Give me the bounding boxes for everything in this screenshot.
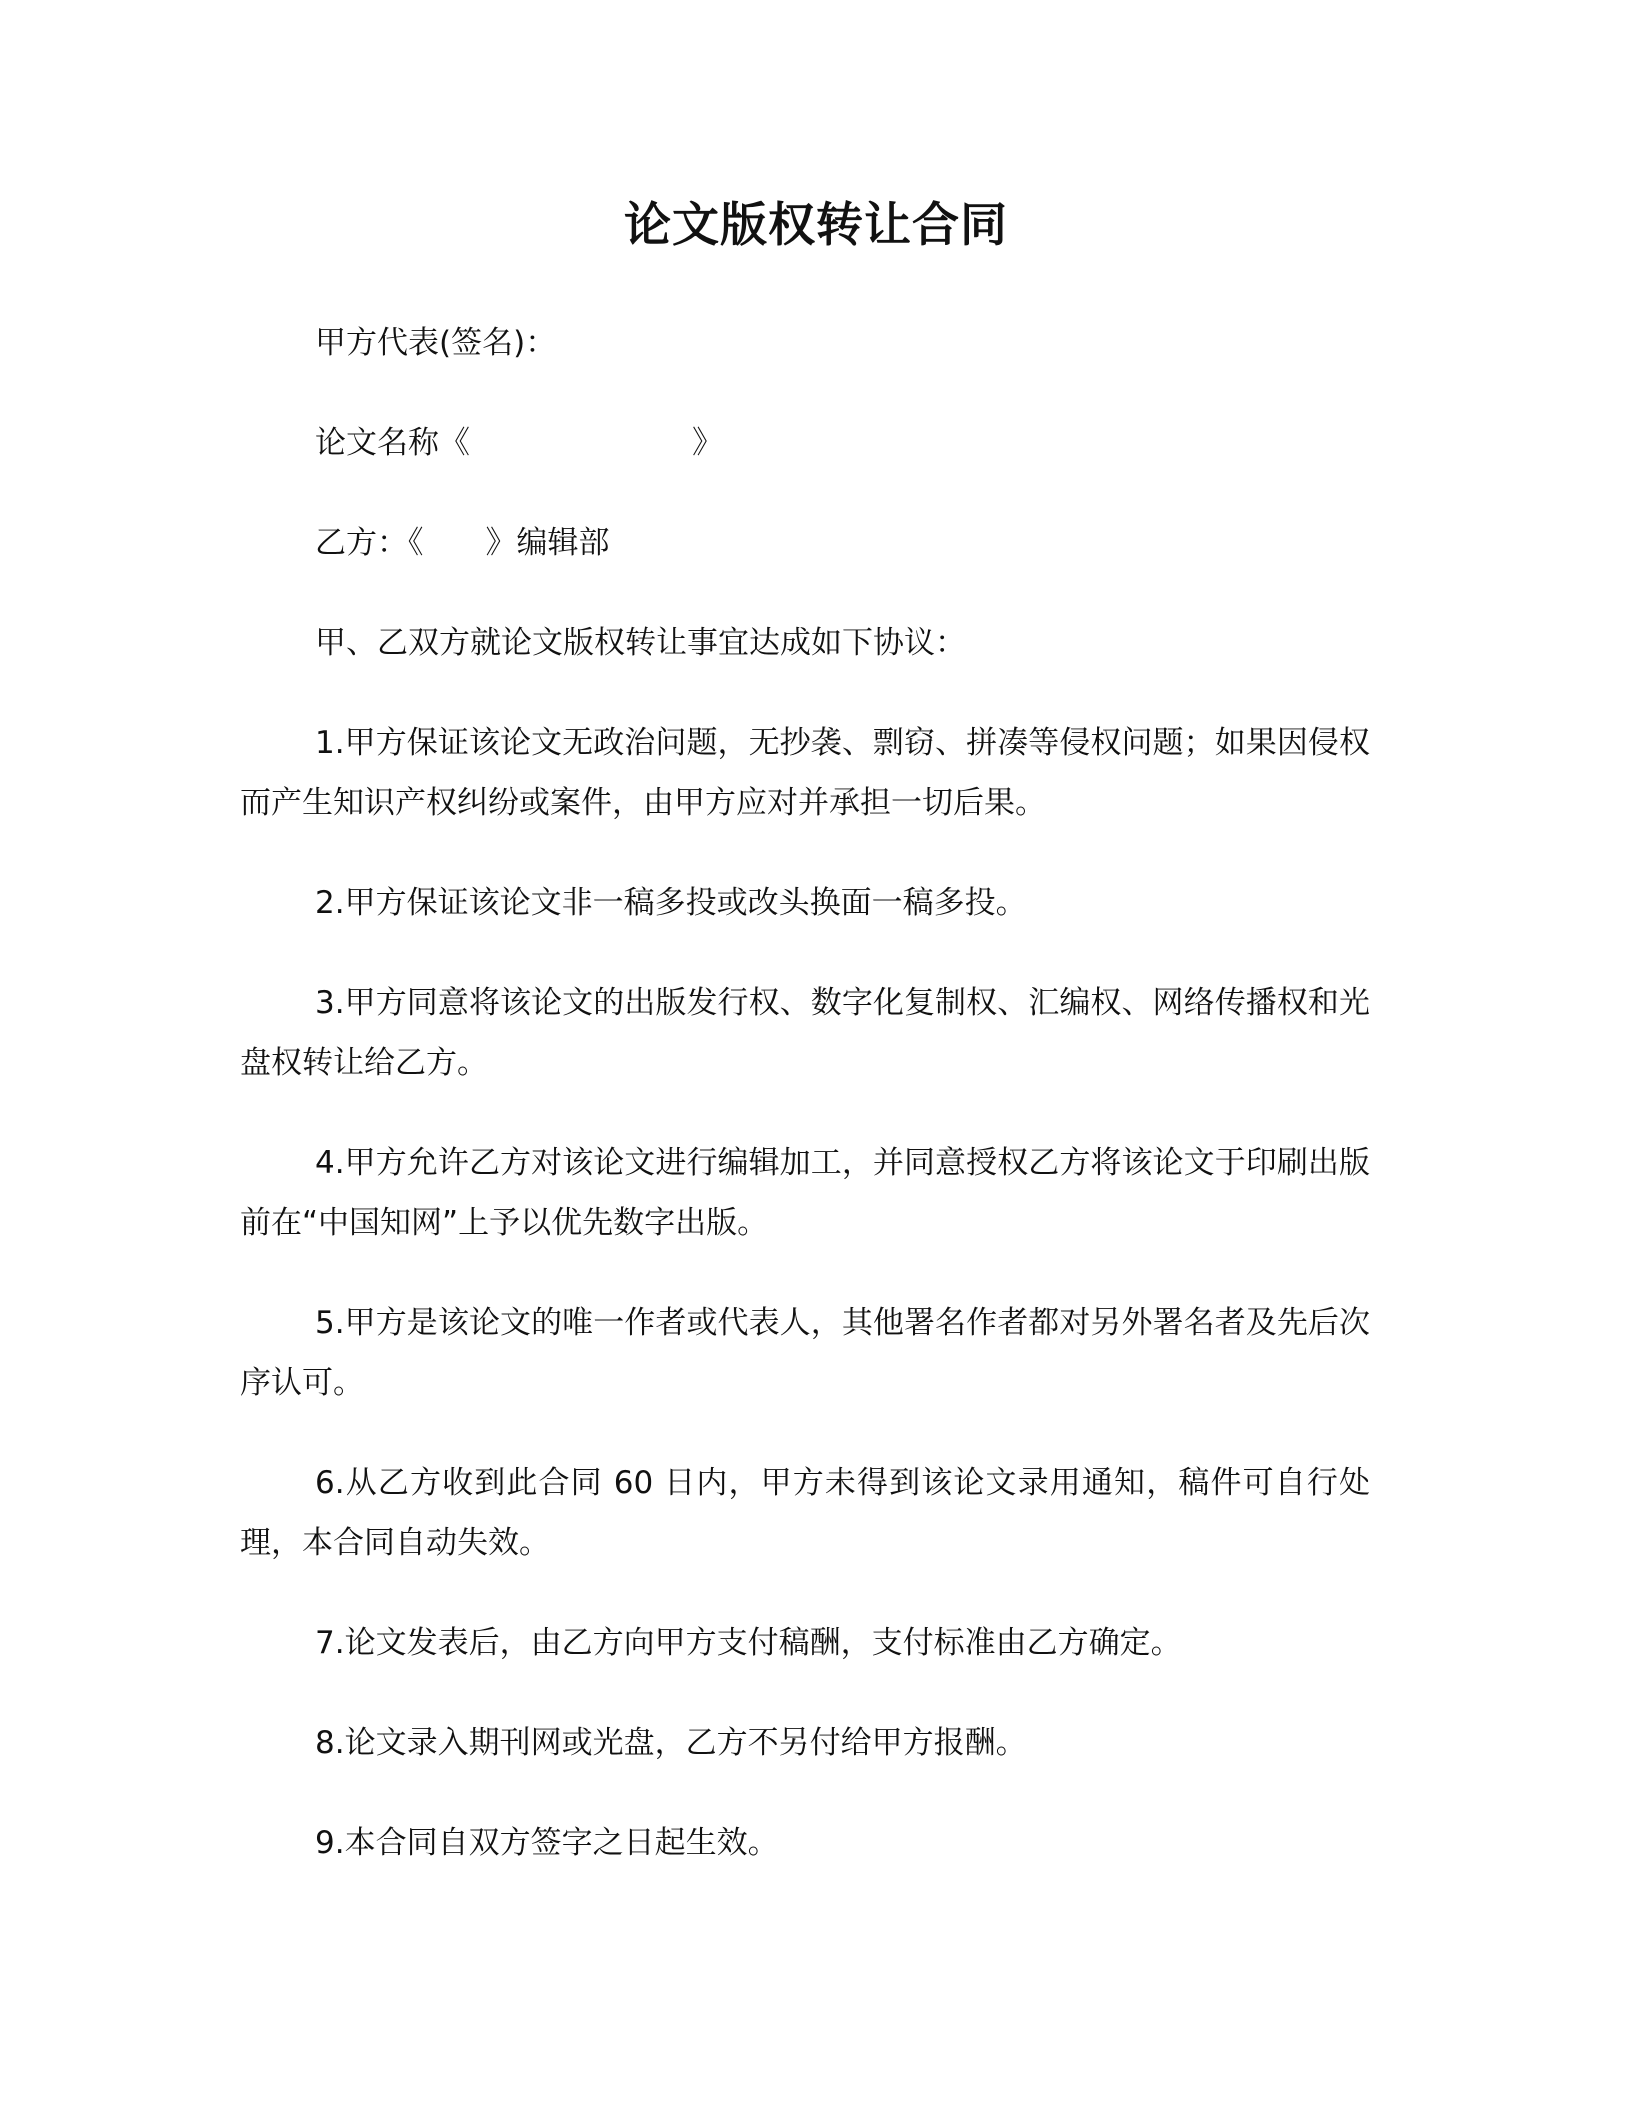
clause-3: 3.甲方同意将该论文的出版发行权、数字化复制权、汇编权、网络传播权和光盘权转让给乙方。 — [240, 985, 1370, 1081]
document-title: 论文版权转让合同 — [624, 198, 1008, 253]
party-b-suffix: 》编辑部 — [485, 525, 610, 561]
party-b-line — [315, 523, 610, 563]
clause-2: 2.甲方保证该论文非一稿多投或改头换面一稿多投。 — [315, 885, 1027, 921]
paper-name-prefix: 论文名称《 — [315, 425, 470, 461]
agreement-intro: 甲、乙双方就论文版权转让事宜达成如下协议： — [315, 625, 966, 661]
clause-7: 7.论文发表后，由乙方向甲方支付稿酬，支付标准由乙方确定。 — [315, 1625, 1182, 1661]
clause-6: 6.从乙方收到此合同 60 日内，甲方未得到该论文录用通知，稿件可自行处理，本合同自动失效。 — [240, 1465, 1370, 1561]
party-b-prefix: 乙方：《 — [315, 525, 424, 561]
paper-name-suffix: 》 — [692, 425, 723, 461]
clause-9: 9.本合同自双方签字之日起生效。 — [315, 1825, 779, 1861]
party-a-signature-line — [315, 323, 556, 363]
clause-4: 4.甲方允许乙方对该论文进行编辑加工，并同意授权乙方将该论文于印刷出版前在“中国知网”上予以优先数字出版。 — [240, 1145, 1370, 1241]
clause-8: 8.论文录入期刊网或光盘，乙方不另付给甲方报酬。 — [315, 1725, 1027, 1761]
clause-5: 5.甲方是该论文的唯一作者或代表人，其他署名作者都对另外署名者及先后次序认可。 — [240, 1305, 1370, 1401]
paper-name-line — [315, 423, 723, 463]
clause-1: 1.甲方保证该论文无政治问题，无抄袭、剽窃、拼凑等侵权问题；如果因侵权而产生知识产权纠纷或案件，由甲方应对并承担一切后果。 — [240, 725, 1370, 821]
party-a-label: 甲方代表(签名)： — [315, 325, 557, 361]
